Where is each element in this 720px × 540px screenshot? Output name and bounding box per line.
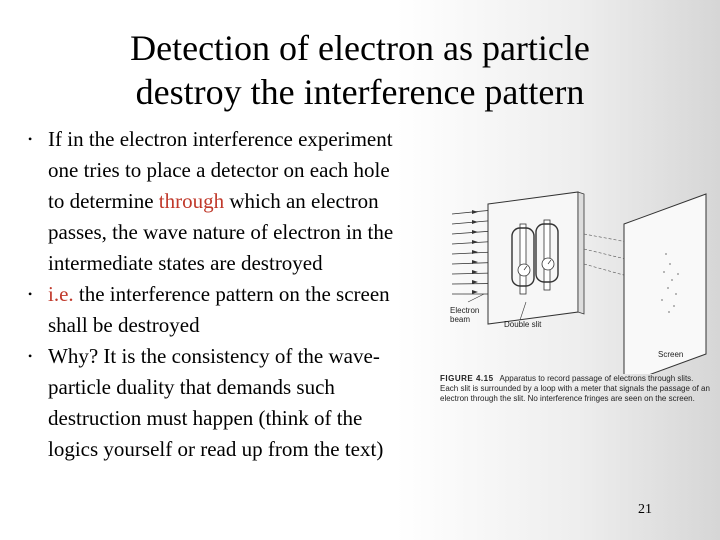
page-number: 21: [638, 502, 652, 517]
slit-right: [544, 220, 550, 290]
label-electron-beam: Electron beam: [450, 306, 480, 324]
bullet-1-highlight: through: [158, 189, 225, 213]
title-line-2: destroy the interference pattern: [135, 72, 585, 112]
slit-left: [520, 224, 526, 294]
bullet-list: [28, 124, 408, 465]
bullet-item-1: [28, 124, 408, 279]
bullet-dot-icon: •: [28, 349, 33, 363]
bullet-dot-icon: •: [28, 287, 33, 301]
bullet-1-text-a: If in the electron interference experiment one tries to place a detector on each hole to determine: [48, 127, 393, 213]
caption-label: FIGURE 4.15: [440, 374, 494, 383]
double-slit-apparatus-diagram: [438, 184, 710, 374]
caption-text: Apparatus to record passage of electrons through slits. Each slit is surrounded by a loop with a meter that signals the passage of an electron through the slit. No interference fringes are seen on the screen.: [440, 374, 710, 403]
title-line-1: Detection of electron as particle: [130, 28, 590, 68]
bullet-item-3: [28, 341, 408, 465]
bullet-3-text: Why? It is the consistency of the wave-particle duality that demands such destruction must happen (think of the logics yourself or read up from the text): [48, 344, 384, 461]
bullet-1-text-b: which an electron passes, the wave nature of electron in the intermediate states are destroyed: [48, 189, 394, 275]
label-double-slit: Double slit: [504, 320, 542, 329]
label-screen: Screen: [658, 350, 684, 359]
bullet-2-text: the interference pattern on the screen shall be destroyed: [48, 282, 390, 337]
double-slit-plate: [488, 192, 578, 324]
bullet-item-2: [28, 279, 408, 341]
bullet-2-highlight: i.e.: [48, 282, 74, 306]
bullet-dot-icon: •: [28, 132, 33, 146]
detection-screen: [624, 194, 706, 374]
slide-title: [60, 26, 660, 114]
beam-arrowheads: [472, 210, 478, 294]
figure-caption: [440, 374, 710, 404]
apparatus-figure: [438, 184, 710, 420]
